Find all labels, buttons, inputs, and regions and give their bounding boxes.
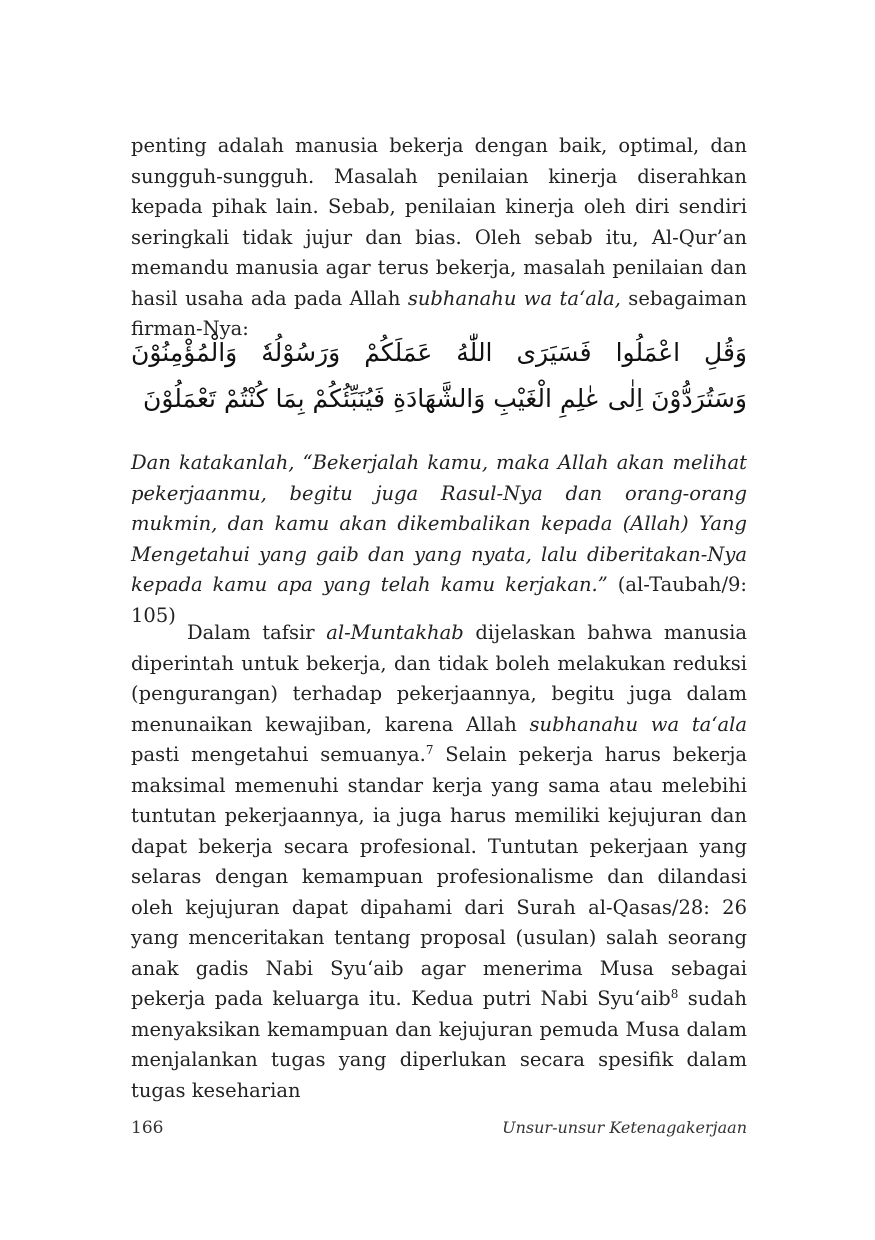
running-title: Unsur-unsur Ketenagakerjaan bbox=[502, 1118, 747, 1137]
italic-title: al-Muntakhab bbox=[326, 621, 464, 644]
page-footer bbox=[131, 1118, 747, 1144]
italic-phrase: subhanahu wa ta‘ala, bbox=[407, 286, 621, 310]
translation-text: Dan katakanlah, “Bekerjalah kamu, maka Allah akan melihat pekerjaanmu, begitu juga Rasul-Nya dan orang-orang mukmin, dan kamu akan dikembalikan kepada (Allah) Yang Mengetahui yang gaib dan yang nyata, lalu diberitakan-Nya kepada kamu apa yang telah kamu kerjakan.” bbox=[131, 451, 747, 596]
arabic-verse: وَقُلِ اعْمَلُوا فَسَيَرَى اللّٰهُ عَمَلَكُمْ وَرَسُوْلُهٗ وَالْمُؤْمِنُوْنَ وَسَتُرَدُّوْنَ اِلٰى عٰلِمِ الْغَيْبِ وَالشَّهَادَةِ فَيُنَبِّئُكُمْ بِمَا كُنْتُمْ تَعْمَلُوْنَ bbox=[131, 338, 747, 413]
paragraph-text: penting adalah manusia bekerja dengan baik, optimal, dan sungguh-sungguh. Masalah penilaian kinerja diserahkan kepada pihak lain. Sebab, penilaian kinerja oleh diri sendiri seringkali tidak jujur dan bias. Oleh sebab itu, Al-Qur’an memandu manusia agar terus bekerja, masalah penilaian dan hasil usaha ada pada Allah subhanahu wa ta‘ala, sebagaiman firman-Nya: bbox=[131, 134, 747, 340]
top-paragraph bbox=[131, 131, 747, 345]
footnote-marker: 8 bbox=[670, 987, 679, 1001]
verse-reference: (al-Taubah/9: 105) bbox=[131, 573, 748, 627]
main-paragraph bbox=[131, 618, 747, 1106]
paragraph-text: Dalam tafsir al-Muntakhab dijelaskan bahwa manusia diperintah untuk bekerja, dan tidak boleh melakukan reduksi (pengurangan) terhadap pekerjaannya, begitu juga dalam menunaikan kewajiban, karena Allah subhanahu wa ta‘ala pasti mengetahui semuanya.$^7$ Selain pekerja harus bekerja maksimal memenuhi standar kerja yang sama atau melebihi tuntutan pekerjaannya, ia juga harus memiliki kejujuran dan dapat bekerja secara profesional. Tuntutan pekerjaan yang selaras dengan kemampuan profesionalisme dan dilandasi oleh kejujuran dapat dipahami dari Surah al-Qasas/28: 26 yang menceritakan tentang proposal (usulan) salah seorang anak gadis Nabi Syu‘aib agar menerima Musa sebagai pekerja pada keluarga itu. Kedua putri Nabi Syu‘aib$^8$ sudah menyaksikan kemampuan dan kejujuran pemuda Musa dalam menjalankan tugas yang diperlukan secara spesifik dalam tugas keseharian bbox=[131, 621, 748, 1102]
footnote-marker: 7 bbox=[425, 743, 434, 757]
italic-phrase: subhanahu wa ta‘ala bbox=[529, 712, 747, 736]
page-number: 166 bbox=[131, 1118, 164, 1138]
verse-translation bbox=[131, 448, 747, 631]
